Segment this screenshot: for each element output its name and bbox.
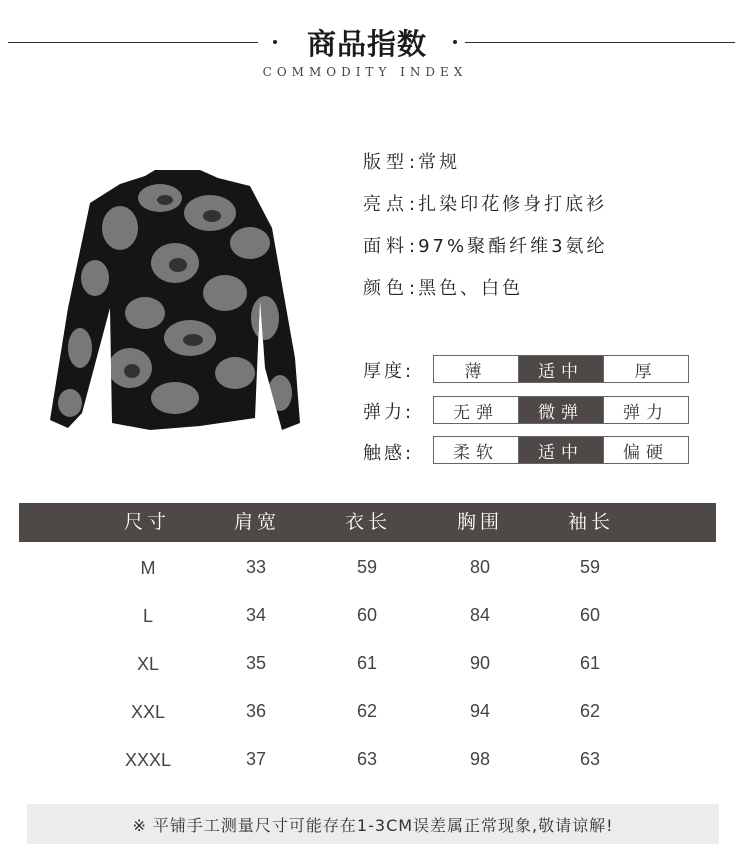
- cell-size: M: [140, 558, 156, 578]
- cell-sleeve: 61: [579, 653, 601, 673]
- measurement-note: ※ 平铺手工测量尺寸可能存在1-3CM误差属正常现象,敬请谅解!: [27, 804, 719, 844]
- info-highlight-sep: :: [409, 194, 419, 215]
- thickness-label: 厚度:: [363, 361, 415, 382]
- info-color: [363, 274, 523, 300]
- cell-chest: 94: [469, 701, 491, 721]
- cell-length: 62: [356, 701, 378, 721]
- cell-size: XXXL: [124, 750, 172, 770]
- garment-image: [50, 168, 300, 438]
- cell-size: XL: [136, 654, 160, 674]
- info-fit: [363, 148, 460, 174]
- elasticity-option-slight: 微弹: [519, 397, 604, 423]
- info-color-sep: :: [409, 278, 419, 299]
- info-fit-value: 常规: [418, 152, 461, 173]
- cell-shoulder: 34: [245, 605, 267, 625]
- cell-length: 63: [356, 749, 378, 769]
- cell-chest: 90: [469, 653, 491, 673]
- cell-shoulder: 36: [245, 701, 267, 721]
- info-highlight: [363, 190, 607, 216]
- header-chest: 胸围: [456, 511, 503, 533]
- cell-size: L: [142, 606, 153, 626]
- info-highlight-key: 亮点: [363, 194, 409, 215]
- thickness-option-medium: 适中: [519, 356, 604, 382]
- cell-length: 61: [356, 653, 378, 673]
- elasticity-label: 弹力:: [363, 402, 415, 423]
- cell-sleeve: 59: [579, 557, 601, 577]
- header-dot-left: [273, 40, 277, 44]
- info-color-key: 颜色: [363, 278, 409, 299]
- cell-length: 60: [356, 605, 378, 625]
- info-fabric-value: 97%聚酯纤维3氨纶: [418, 236, 608, 257]
- elasticity-option-stretch: 弹力: [623, 402, 669, 423]
- info-fit-key: 版型: [363, 152, 409, 173]
- header-length: 衣长: [344, 511, 391, 533]
- texture-scale: [433, 436, 689, 464]
- texture-option-stiff: 偏硬: [623, 442, 669, 463]
- cell-chest: 84: [469, 605, 491, 625]
- cell-sleeve: 60: [579, 605, 601, 625]
- info-color-value: 黑色、白色: [418, 278, 524, 299]
- texture-label: 触感:: [363, 443, 415, 464]
- elasticity-option-none: 无弹: [434, 397, 519, 423]
- info-fabric-key: 面料: [363, 236, 409, 257]
- info-fit-sep: :: [409, 152, 419, 173]
- elasticity-scale: [433, 396, 689, 424]
- info-fabric: [363, 232, 608, 258]
- header-dot-right: [453, 40, 457, 44]
- texture-option-medium: 适中: [519, 437, 604, 463]
- cell-chest: 80: [469, 557, 491, 577]
- cell-sleeve: 62: [579, 701, 601, 721]
- header-sleeve: 袖长: [567, 511, 614, 533]
- thickness-option-thin: 薄: [434, 356, 519, 382]
- cell-shoulder: 33: [245, 557, 267, 577]
- cell-length: 59: [356, 557, 378, 577]
- header-size: 尺寸: [123, 511, 170, 533]
- size-table-header: [19, 503, 716, 542]
- page-title: 商品指数: [306, 27, 427, 61]
- header-line-left: [8, 42, 258, 43]
- cell-shoulder: 35: [245, 653, 267, 673]
- cell-shoulder: 37: [245, 749, 267, 769]
- cell-chest: 98: [469, 749, 491, 769]
- header-line-right: [465, 42, 735, 43]
- page-subtitle: COMMODITY INDEX: [262, 65, 468, 79]
- thickness-option-thick: 厚: [634, 361, 658, 382]
- cell-sleeve: 63: [579, 749, 601, 769]
- thickness-scale: [433, 355, 689, 383]
- texture-option-soft: 柔软: [434, 437, 519, 463]
- info-fabric-sep: :: [409, 236, 419, 257]
- header-shoulder: 肩宽: [233, 511, 280, 533]
- info-highlight-value: 扎染印花修身打底衫: [418, 194, 608, 215]
- cell-size: XXL: [130, 702, 166, 722]
